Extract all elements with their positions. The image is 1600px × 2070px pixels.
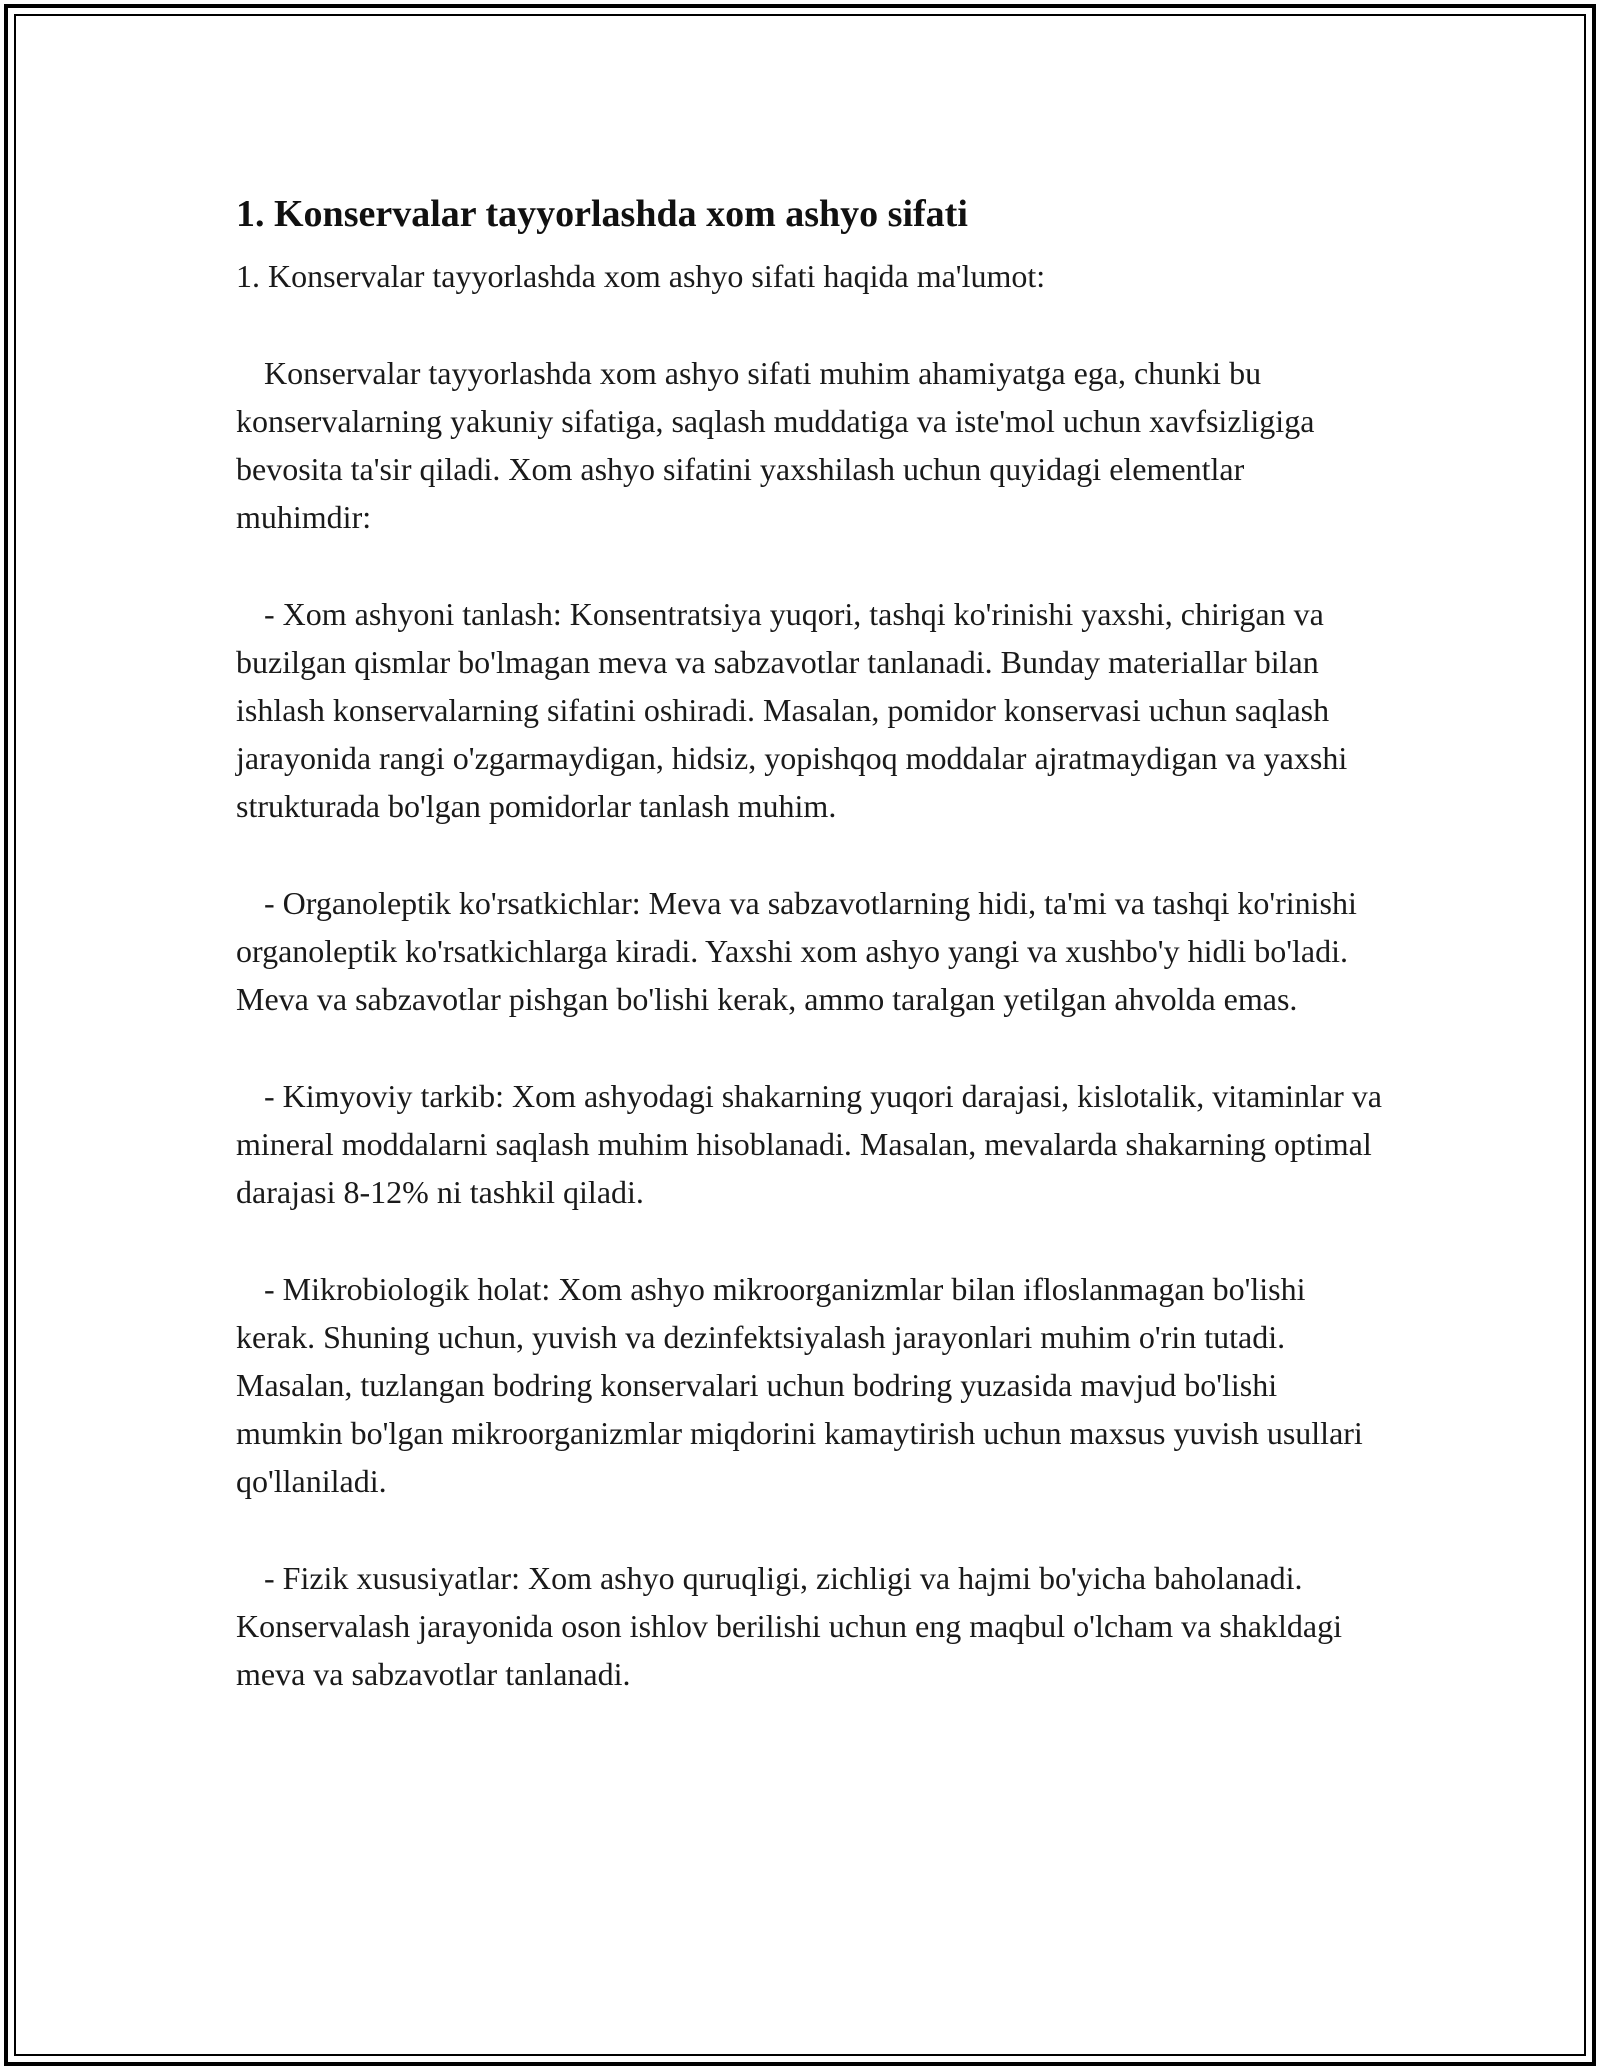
paragraph-overview: Konservalar tayyorlashda xom ashyo sifati muhim ahamiyatga ega, chunki bu konservalarning yakuniy sifatiga, saqlash muddatiga va iste'mol uchun xavfsizligiga bevosita ta'sir qiladi. Xom ashyo sifatini yaxshilash uchun quyidagi elementlar muhimdir: bbox=[236, 355, 1315, 535]
paragraph-physical-properties: - Fizik xususiyatlar: Xom ashyo quruqligi, zichligi va hajmi bo'yicha baholanadi. Konservalash jarayonida oson ishlov berilishi uchun eng maqbul o'lcham va shakldagi meva va sabzavotlar tanlanadi. bbox=[236, 1560, 1342, 1692]
paragraph-chemical-composition: - Kimyoviy tarkib: Xom ashyodagi shakarning yuqori darajasi, kislotalik, vitaminlar va mineral moddalarni saqlash muhim hisoblanadi. Masalan, mevalarda shakarning optimal darajasi 8-12% ni tashkil qiladi. bbox=[236, 1078, 1382, 1210]
section-intro: 1. Konservalar tayyorlashda xom ashyo sifati haqida ma'lumot: bbox=[236, 258, 1046, 294]
document-body bbox=[236, 188, 1386, 1698]
paragraph-microbiological-state: - Mikrobiologik holat: Xom ashyo mikroorganizmlar bilan ifloslanmagan bo'lishi kerak. Shuning uchun, yuvish va dezinfektsiyalash jarayonlari muhim o'rin tutadi. Masalan, tuzlangan bodring konservalari uchun bodring yuzasida mavjud bo'lishi mumkin bo'lgan mikroorganizmlar miqdorini kamaytirish uchun maxsus yuvish usullari qo'llaniladi. bbox=[236, 1271, 1363, 1499]
paragraph-organoleptic-indicators: - Organoleptik ko'rsatkichlar: Meva va sabzavotlarning hidi, ta'mi va tashqi ko'rinishi organoleptik ko'rsatkichlarga kiradi. Yaxshi xom ashyo yangi va xushbo'y hidli bo'ladi. Meva va sabzavotlar pishgan bo'lishi kerak, ammo taralgan yetilgan ahvolda emas. bbox=[236, 885, 1357, 1017]
paragraph-raw-material-selection: - Xom ashyoni tanlash: Konsentratsiya yuqori, tashqi ko'rinishi yaxshi, chirigan va buzilgan qismlar bo'lmagan meva va sabzavotlar tanlanadi. Bunday materiallar bilan ishlash konservalarning sifatini oshiradi. Masalan, pomidor konservasi uchun saqlash jarayonida rangi o'zgarmaydigan, hidsiz, yopishqoq moddalar ajratmaydigan va yaxshi strukturada bo'lgan pomidorlar tanlash muhim. bbox=[236, 596, 1348, 824]
page-title: 1. Konservalar tayyorlashda xom ashyo sifati bbox=[236, 193, 968, 235]
